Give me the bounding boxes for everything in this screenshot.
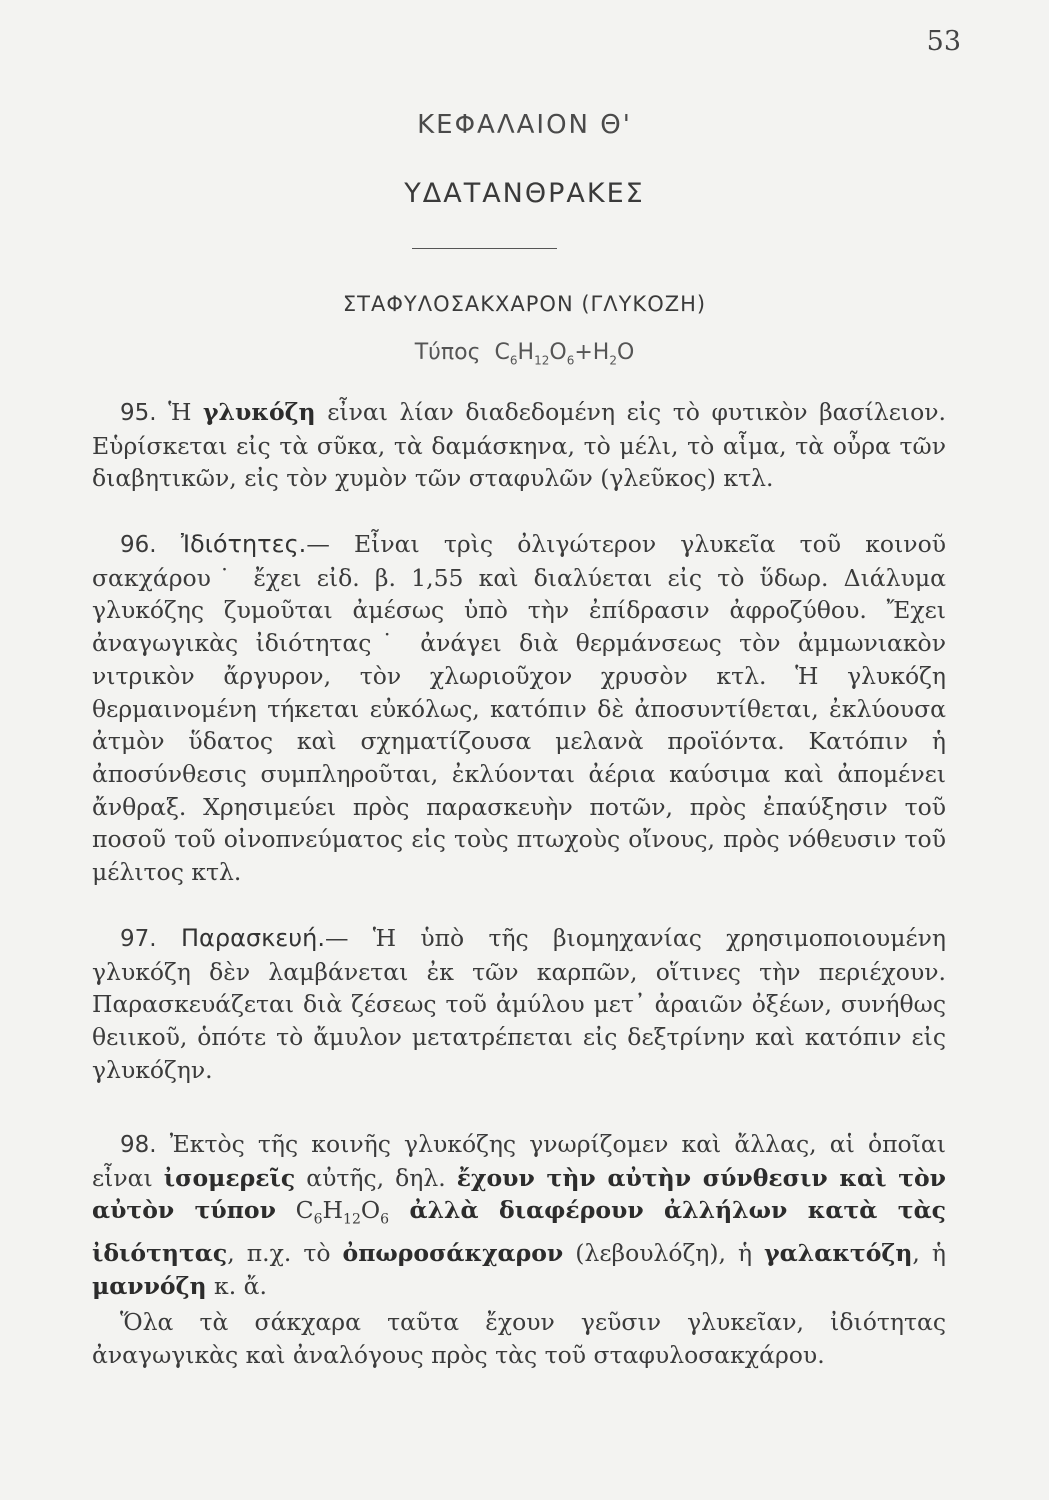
formula-water-count: 2: [609, 353, 617, 368]
paragraph-closing: [92, 1306, 946, 1371]
formula-c: C: [275, 1196, 314, 1225]
term-fructose: ὀπωροσάκχαρον: [342, 1238, 564, 1267]
paragraph-96: [92, 528, 946, 889]
formula-h: H: [322, 1196, 344, 1225]
term-galactose: γαλακτόζη: [764, 1238, 913, 1267]
formula-hydrogen: H: [517, 340, 535, 365]
formula-carbon-count: 6: [509, 353, 518, 368]
paragraph-number: 97.: [120, 926, 157, 952]
paragraph-text: — Εἶναι τρὶς ὀλιγώτερον γλυκεῖα τοῦ κοινοῦ σακχάρου˙ ἔχει εἰδ. β. 1,55 καὶ διαλύεται εἰς τὸ ὕδωρ. Διάλυμα γλυκόζης ζυμοῦται ἀμέσως ὑπὸ τὴν ἐπίδρασιν ἀφροζύθου. Ἔχει ἀναγωγικὰς ἰδιότητας˙ ἀνάγει διὰ θερμάνσεως τὸν ἀμμωνιακὸν νιτρικὸν ἄργυρον, τὸν χλωριοῦχον χρυσὸν κτλ. Ἡ γλυκόζη θερμαινομένη τήκεται εὐκόλως, κατόπιν δὲ ἀποσυντίθεται, ἐκλύουσα ἀτμὸν ὕδατος καὶ σχηματίζουσα μελανὰ προϊόντα. Κατόπιν ἡ ἀποσύνθεσις συμπληροῦται, ἐκλύονται ἀέρια καύσιμα καὶ ἀπομένει ἄνθραξ. Χρησιμεύει πρὸς παρασκευὴν ποτῶν, πρὸς ἐπαύξησιν τοῦ ποσοῦ τοῦ οἰνοπνεύματος εἰς τοὺς πτωχοὺς οἴνους, πρὸς νόθευσιν τοῦ μέλιτος κτλ.: [92, 530, 947, 887]
text-run: αὐτῆς, δηλ.: [295, 1163, 457, 1192]
paragraph-97: [92, 922, 946, 1087]
page-number: 53: [926, 26, 961, 57]
paragraph-98: [92, 1128, 946, 1302]
text-run: Ἐκτὸς τῆς κοινῆς γλυκόζης γνωρίζομεν καὶ ἄλλας, αἱ ὁποῖαι εἶναι: [92, 1130, 946, 1192]
formula-water-o: O: [616, 340, 635, 365]
text-run: εἶναι λίαν διαδεδομένη εἰς τὸ φυτικὸν βασίλειον. Εὑρίσκεται εἰς τὰ σῦκα, τὰ δαμάσκηνα, τὸ μέλι, τὸ αἷμα, τὰ οὖρα τῶν διαβητικῶν, εἰς τὸν χυμὸν τῶν σταφυλῶν (γλεῦκος) κτλ.: [92, 398, 946, 493]
formula-o: O: [360, 1196, 381, 1225]
paragraph-number: 95.: [120, 400, 157, 426]
chapter-heading: ΚΕΦΑΛΑΙΟΝ Θ': [417, 110, 632, 140]
term-mannose: μαννόζη: [92, 1271, 207, 1300]
subsection-title: ΣΤΑΦΥΛΟΣΑΚΧΑΡΟΝ (ΓΛΥΚΟΖΗ): [342, 292, 707, 316]
text-run: , π.χ. τὸ: [227, 1238, 343, 1267]
chemical-formula: [0, 340, 1049, 367]
formula-oxygen-count: 6: [566, 353, 575, 368]
paragraph-number: 98.: [120, 1132, 157, 1158]
paragraph-heading: Παρασκευή.: [156, 924, 325, 952]
formula-hydrogen-count: 12: [534, 353, 550, 368]
formula-water-h: +H: [574, 340, 610, 365]
formula-oxygen: O: [549, 340, 567, 365]
text-run: , ἡ: [912, 1238, 946, 1267]
paragraph-number: 96.: [120, 532, 157, 558]
paragraph-text: — Ἡ ὑπὸ τῆς βιομηχανίας χρησιμοποιουμένη γλυκόζη δὲν λαμβάνεται ἐκ τῶν καρπῶν, οἵτινες τὴν περιέχουν. Παρασκευάζεται διὰ ζέσεως τοῦ ἀμύλου μετ᾽ ἀραιῶν ὀξέων, συνήθως θειικοῦ, ὁπότε τὸ ἄμυλον μετατρέπεται εἰς δεξτρίνην καὶ κατόπιν εἰς γλυκόζην.: [92, 924, 947, 1084]
term-glucose: γλυκόζη: [203, 398, 316, 426]
paragraph-text: Ὅλα τὰ σάκχαρα ταῦτα ἔχουν γεῦσιν γλυκεῖαν, ἰδιότητας ἀναγωγικὰς καὶ ἀναλόγους πρὸς τὰς τοῦ σταφυλοσακχάρου.: [92, 1308, 946, 1369]
title-divider: [412, 248, 557, 249]
text-run: Ἡ: [156, 398, 204, 426]
section-title: ΥΔΑΤΑΝΘΡΑΚΕΣ: [404, 178, 645, 209]
formula-label: Τύπος: [414, 340, 481, 365]
text-run: (λεβουλόζη), ἡ: [563, 1238, 765, 1267]
formula-h-count: 12: [343, 1212, 361, 1229]
formula-c-count: 6: [313, 1212, 323, 1229]
term-isomers: ἰσομερεῖς: [163, 1163, 296, 1192]
formula-carbon: C: [494, 340, 510, 365]
emphasis-differ: ἀλλὰ διαφέρουν ἀλλήλων κατὰ τὰς ἰδιότητας: [92, 1196, 946, 1267]
formula-o-count: 6: [380, 1212, 390, 1229]
text-run: κ. ἄ.: [206, 1271, 268, 1300]
paragraph-heading: Ἰδιότητες.: [156, 530, 307, 558]
paragraph-95: [92, 396, 946, 495]
emphasis-same-formula: ἔχουν τὴν αὐτὴν σύνθεσιν καὶ τὸν αὐτὸν τύπον: [92, 1163, 946, 1225]
